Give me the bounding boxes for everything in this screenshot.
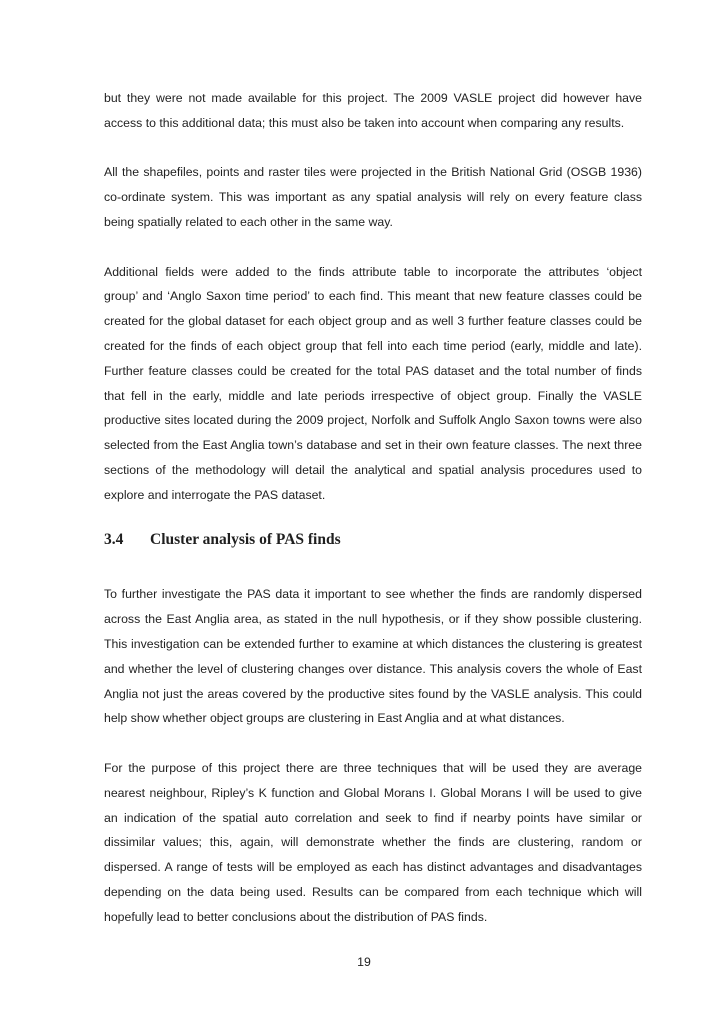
text-line: This investigation can be extended further to examine at which distances the clustering is greatest xyxy=(104,636,642,651)
text-line: To further investigate the PAS data it important to see whether the finds are randomly dispersed xyxy=(104,587,642,602)
paragraph-spacer xyxy=(104,508,642,528)
text-line: productive sites located during the 2009 project, Norfolk and Suffolk Anglo Saxon towns were also xyxy=(104,413,642,428)
section-number: 3.4 xyxy=(104,530,124,548)
paragraph-cluster-investigation xyxy=(104,582,642,731)
text-line: Anglia not just the areas covered by the productive sites found by the VASLE analysis. This could xyxy=(104,686,642,701)
page-number: 19 xyxy=(357,955,371,969)
text-line: For the purpose of this project there are three techniques that will be used they are average xyxy=(104,760,642,775)
section-heading xyxy=(104,528,642,553)
paragraph-spacer xyxy=(104,136,642,161)
text-line: being spatially related to each other in the same way. xyxy=(104,214,393,229)
text-line: across the East Anglia area, as stated in the null hypothesis, or if they show possible clustering. xyxy=(104,612,642,627)
text-line: and whether the level of clustering changes over distance. This analysis covers the whole of East xyxy=(104,661,642,676)
text-line: created for the global dataset for each object group and as well 3 further feature classes could be xyxy=(104,314,642,329)
paragraph-additional-fields xyxy=(104,260,642,508)
text-line: selected from the East Anglia town’s database and set in their own feature classes. The next three xyxy=(104,438,642,453)
text-line: co-ordinate system. This was important as any spatial analysis will rely on every feature class xyxy=(104,190,642,205)
paragraph-vasle-data-access xyxy=(104,86,642,136)
text-line: nearest neighbour, Ripley’s K function and Global Morans I. Global Morans I will be used to give xyxy=(104,785,642,800)
text-line: depending on the data being used. Results can be compared from each technique which will xyxy=(104,884,642,899)
paragraph-techniques xyxy=(104,756,642,930)
text-line: that fell in the early, middle and late periods irrespective of object group. Finally the VASLE xyxy=(104,388,642,403)
paragraph-projection xyxy=(104,160,642,234)
paragraph-spacer xyxy=(104,731,642,756)
text-line: access to this additional data; this must also be taken into account when comparing any results. xyxy=(104,115,625,130)
text-line: Additional fields were added to the finds attribute table to incorporate the attributes ‘object xyxy=(104,264,642,279)
text-line: but they were not made available for this project. The 2009 VASLE project did however have xyxy=(104,91,642,105)
text-line: help show whether object groups are clustering in East Anglia and at what distances. xyxy=(104,711,565,726)
text-line: created for the finds of each object group that fell into each time period (early, middle and late). xyxy=(104,338,642,353)
text-line: explore and interrogate the PAS dataset. xyxy=(104,487,326,502)
text-line: dispersed. A range of tests will be employed as each has distinct advantages and disadvantages xyxy=(104,860,642,875)
text-line: hopefully lead to better conclusions about the distribution of PAS finds. xyxy=(104,909,488,924)
section-title: Cluster analysis of PAS finds xyxy=(150,530,341,548)
paragraph-spacer xyxy=(104,235,642,260)
text-line: All the shapefiles, points and raster tiles were projected in the British National Grid (OSGB 1936) xyxy=(104,165,642,180)
page-content xyxy=(104,86,642,930)
paragraph-spacer xyxy=(104,552,642,582)
text-line: Further feature classes could be created for the total PAS dataset and the total number of finds xyxy=(104,363,642,378)
text-line: group’ and ‘Anglo Saxon time period’ to each find. This meant that new feature classes could be xyxy=(104,289,642,304)
text-line: dissimilar values; this, again, will demonstrate whether the finds are clustering, random or xyxy=(104,835,642,850)
text-line: an indication of the spatial auto correlation and seek to find if nearby points have similar or xyxy=(104,810,642,825)
text-line: sections of the methodology will detail the analytical and spatial analysis procedures used to xyxy=(104,462,642,477)
